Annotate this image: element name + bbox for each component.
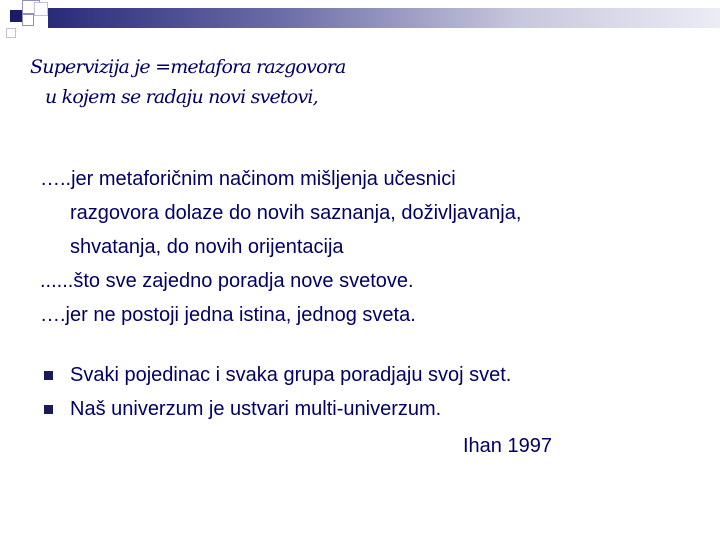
paragraph-line: ….jer ne postoji jedna istina, jednog sveta.: [40, 304, 416, 326]
bullet-text: Svaki pojedinac i svaka grupa poradjaju svoj svet.: [70, 364, 512, 386]
bullet-text: Naš univerzum je ustvari multi-univerzum.: [70, 398, 442, 420]
title-line-1: Supervizija je =metafora razgovora: [30, 56, 346, 78]
outline-square-icon: [22, 14, 34, 26]
bullet-list: [40, 358, 700, 463]
gradient-title-bar: [48, 8, 720, 28]
square-bullet-icon: [44, 371, 53, 380]
list-item: [40, 358, 700, 392]
outline-square-icon: [6, 28, 16, 38]
dark-square-icon: [10, 10, 22, 22]
paragraph-line: razgovora dolaze do novih saznanja, doživljavanja,: [70, 202, 522, 224]
title-line-2: u kojem se radaju novi svetovi,: [45, 86, 318, 108]
body-paragraphs: [40, 162, 700, 332]
paragraph-line: shvatanja, do novih orijentacija: [70, 236, 344, 258]
slide-title: [30, 52, 346, 112]
paragraph-line: ......što sve zajedno poradja nove svetove.: [40, 270, 414, 292]
square-bullet-icon: [44, 405, 53, 414]
outline-square-icon: [34, 2, 48, 16]
paragraph-line: …..jer metaforičnim načinom mišljenja učesnici: [40, 168, 456, 190]
list-item: [40, 392, 700, 426]
citation: Ihan 1997: [463, 435, 552, 457]
